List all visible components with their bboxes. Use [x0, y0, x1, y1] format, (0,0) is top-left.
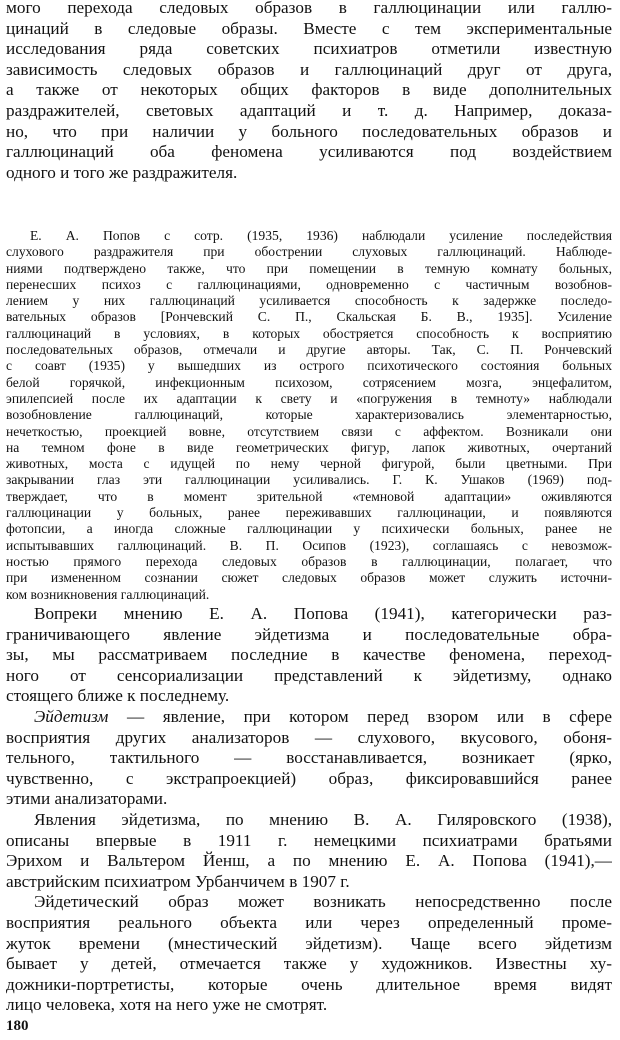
text-line: вательных образов [Рончевский С. П., Скальская Б. В., 1935]. Усиление	[6, 309, 612, 325]
main-text	[6, 604, 612, 1016]
text-line: но, что при наличии у больного последовательных образов и	[6, 121, 612, 141]
paragraph	[6, 810, 612, 892]
text-line: последовательных образов, отмечали и другие авторы. Так, С. П. Рончевский	[6, 342, 612, 358]
text-line: животных, моста с идущей по нему черной фигурой, были цветными. При	[6, 456, 612, 472]
text-line: на темном фоне в виде геометрических фигур, лапок животных, очертаний	[6, 439, 612, 455]
paragraph-definition	[6, 707, 612, 810]
text-line: Эйдетический образ может возникать непосредственно после	[34, 892, 612, 912]
text-line: нечеткостью, проекцией вовне, отсутствием связи с аффектом. Возникали они	[6, 423, 612, 439]
text-line: ного от сенсориализации представлений к эйдетизму, однако	[6, 665, 612, 685]
text-line: лицо человека, хотя на него уже не смотрят.	[6, 995, 328, 1015]
text-line: лением у них галлюцинаций усиливается способность к задержке последо-	[6, 293, 612, 309]
text-line: тельного, тактильного — восстанавливается, возникает (ярко,	[6, 748, 612, 768]
text-line: при измененном сознании сюжет следовых образов может служить источни-	[6, 570, 612, 586]
paragraph	[6, 604, 612, 707]
paragraph-continuation	[6, 0, 612, 183]
page-number: 180	[6, 1018, 29, 1034]
text-line: Вопреки мнению Е. А. Попова (1941), категорически раз-	[34, 604, 612, 623]
small-print-paragraph	[6, 228, 612, 603]
definition-text: — явление, при котором перед взором или в сфере	[108, 706, 612, 726]
text-line: галлюцинаций оба феномена усиливаются под воздействием	[6, 142, 612, 162]
text-line: белой горячкой, инфекционным психозом, сотрясением мозга, энцефалитом,	[6, 374, 612, 390]
text-line: жуток времени (мнестический эйдетизм). Чаще всего эйдетизм	[6, 933, 612, 953]
text-line: закрывании глаз эти галлюцинации усиливались. Г. К. Ушаков (1969) под-	[6, 472, 612, 488]
text-line: стоящего ближе к последнему.	[6, 686, 230, 706]
text-line: зы, мы рассматриваем последние в качестве феномена, переход-	[6, 645, 612, 665]
text-line: ниями подтверждено также, что при помещении в темную комнату больных,	[6, 260, 612, 276]
text-line: описаны впервые в 1911 г. немецкими психиатрами братьями	[6, 830, 612, 850]
text-line: слухового раздражителя при обострении слуховых галлюцинаций. Наблюде-	[6, 244, 612, 260]
text-line: галлюцинаций в условиях, в которых обостряется способность к восприятию	[6, 325, 612, 341]
text-line: дожники-портретисты, которые очень длительное время видят	[6, 974, 612, 994]
text-line: фотопсии, а иногда сложные галлюцинации у психически больных, ранее не	[6, 521, 612, 537]
text-line: раздражителей, световых адаптаций и т. д. Например, доказа-	[6, 100, 612, 120]
text-line: чувственно, с экстрапроекцией) образ, фиксировавшийся ранее	[6, 768, 612, 788]
text-line: перенесших психоз с галлюцинациями, одновременно с частичным возобнов-	[6, 276, 612, 292]
paragraph	[6, 892, 612, 1016]
text-line: зависимость следовых образов и галлюцинаций друг от друга,	[6, 59, 612, 79]
text-line: восприятия других анализаторов — слухового, вкусового, обоня-	[6, 727, 612, 747]
text-line: исследования ряда советских психиатров отметили известную	[6, 39, 612, 59]
text-line: одного и того же раздражителя.	[6, 162, 238, 182]
text-line: австрийским психиатром Урбанчичем в 1907 г.	[6, 871, 350, 891]
text-line: ностью прямого перехода следовых образов в галлюцинации, полагает, что	[6, 553, 612, 569]
text-line: галлюцинации у больных, ранее переживавших галлюцинации, и появляются	[6, 505, 612, 521]
text-line: мого перехода следовых образов в галлюцинации или галлю-	[6, 0, 612, 17]
text-line: тверждает, что в момент зрительной «темновой адаптации» оживляются	[6, 488, 612, 504]
text-line: этими анализаторами.	[6, 789, 168, 809]
text-line: Е. А. Попов с сотр. (1935, 1936) наблюдали усиление последействия	[30, 228, 612, 243]
text-line: восприятия реального объекта или через определенный проме-	[6, 912, 612, 932]
text-line: бывает у детей, отмечается также у художников. Известны ху-	[6, 954, 612, 974]
text-line: ком возникновения галлюцинаций.	[6, 586, 210, 602]
text-line: с соавт (1935) у вышедших из острого психотического состояния больных	[6, 358, 612, 374]
term-eidetism: Эйдетизм	[34, 706, 109, 726]
text-line: цинаций в следовые образы. Вместе с тем экспериментальные	[6, 18, 612, 38]
text-line: граничивающего явление эйдетизма и последовательные обра-	[6, 624, 612, 644]
text-line: испытывавших галлюцинаций. В. П. Осипов (1923), соглашаясь с невозмож-	[6, 537, 612, 553]
text-line: эпилепсией после их адаптации к свету и «погружения в темноту» наблюдали	[6, 390, 612, 406]
text-line: а также от некоторых общих факторов в виде дополнительных	[6, 80, 612, 100]
text-line: Эрихом и Вальтером Йенш, а по мнению Е. А. Попова (1941),—	[6, 851, 612, 871]
text-line: возобновление галлюцинаций, которые характеризовались элементарностью,	[6, 407, 612, 423]
text-line	[6, 707, 612, 728]
text-line: Явления эйдетизма, по мнению В. А. Гиляровского (1938),	[34, 809, 612, 829]
